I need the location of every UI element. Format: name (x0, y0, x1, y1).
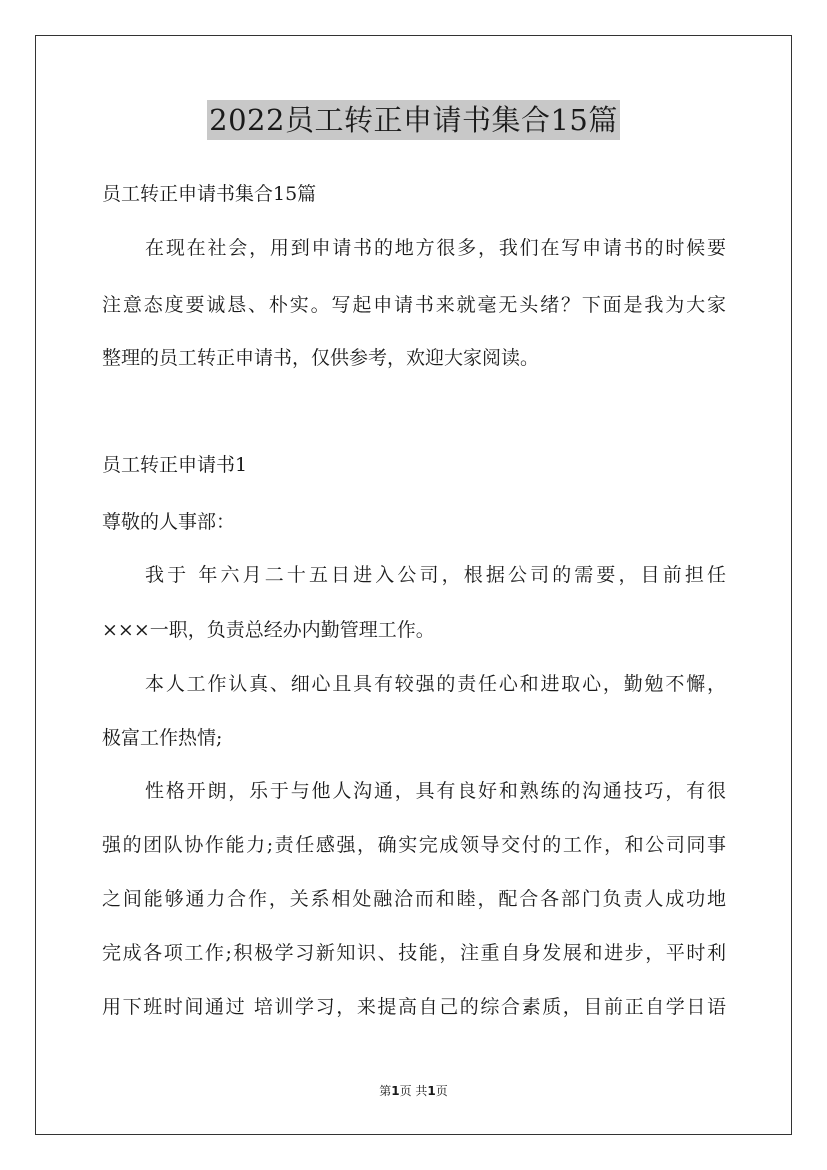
body-line: 完成各项工作;积极学习新知识、技能，注重自身发展和进步，平时利 (102, 942, 726, 964)
salutation: 尊敬的人事部： (102, 511, 236, 533)
page-footer (0, 1083, 827, 1099)
document-title: 2022员工转正申请书集合15篇 (207, 100, 620, 140)
document-subtitle: 员工转正申请书集合15篇 (102, 183, 317, 205)
title-container (0, 100, 827, 140)
section-heading: 员工转正申请书1 (102, 454, 248, 476)
body-line: 性格开朗，乐于与他人沟通，具有良好和熟练的沟通技巧，有很 (145, 780, 726, 802)
intro-line: 注意态度要诚恳、朴实。写起申请书来就毫无头绪？下面是我为大家 (102, 294, 726, 316)
body-line: 我于 年六月二十五日进入公司，根据公司的需要，目前担任 (145, 564, 726, 586)
footer-prefix: 第 (379, 1084, 392, 1098)
footer-page-current: 1 (391, 1084, 400, 1098)
intro-line: 整理的员工转正申请书，仅供参考，欢迎大家阅读。 (102, 347, 540, 369)
intro-line: 在现在社会，用到申请书的地方很多，我们在写申请书的时候要 (145, 237, 726, 259)
body-line: 之间能够通力合作，关系相处融洽而和睦，配合各部门负责人成功地 (102, 888, 726, 910)
body-line: 极富工作热情; (102, 727, 223, 749)
body-line: 用下班时间通过 培训学习，来提高自己的综合素质，目前正自学日语 (102, 996, 726, 1018)
body-line: 强的团队协作能力;责任感强，确实完成领导交付的工作，和公司同事 (102, 834, 726, 856)
body-line: 本人工作认真、细心且具有较强的责任心和进取心，勤勉不懈， (145, 673, 726, 695)
body-line: ×××一职，负责总经办内勤管理工作。 (102, 619, 435, 641)
footer-page-total: 1 (427, 1084, 436, 1098)
footer-suffix: 页 (435, 1084, 448, 1098)
footer-mid: 页 共 (399, 1084, 428, 1098)
